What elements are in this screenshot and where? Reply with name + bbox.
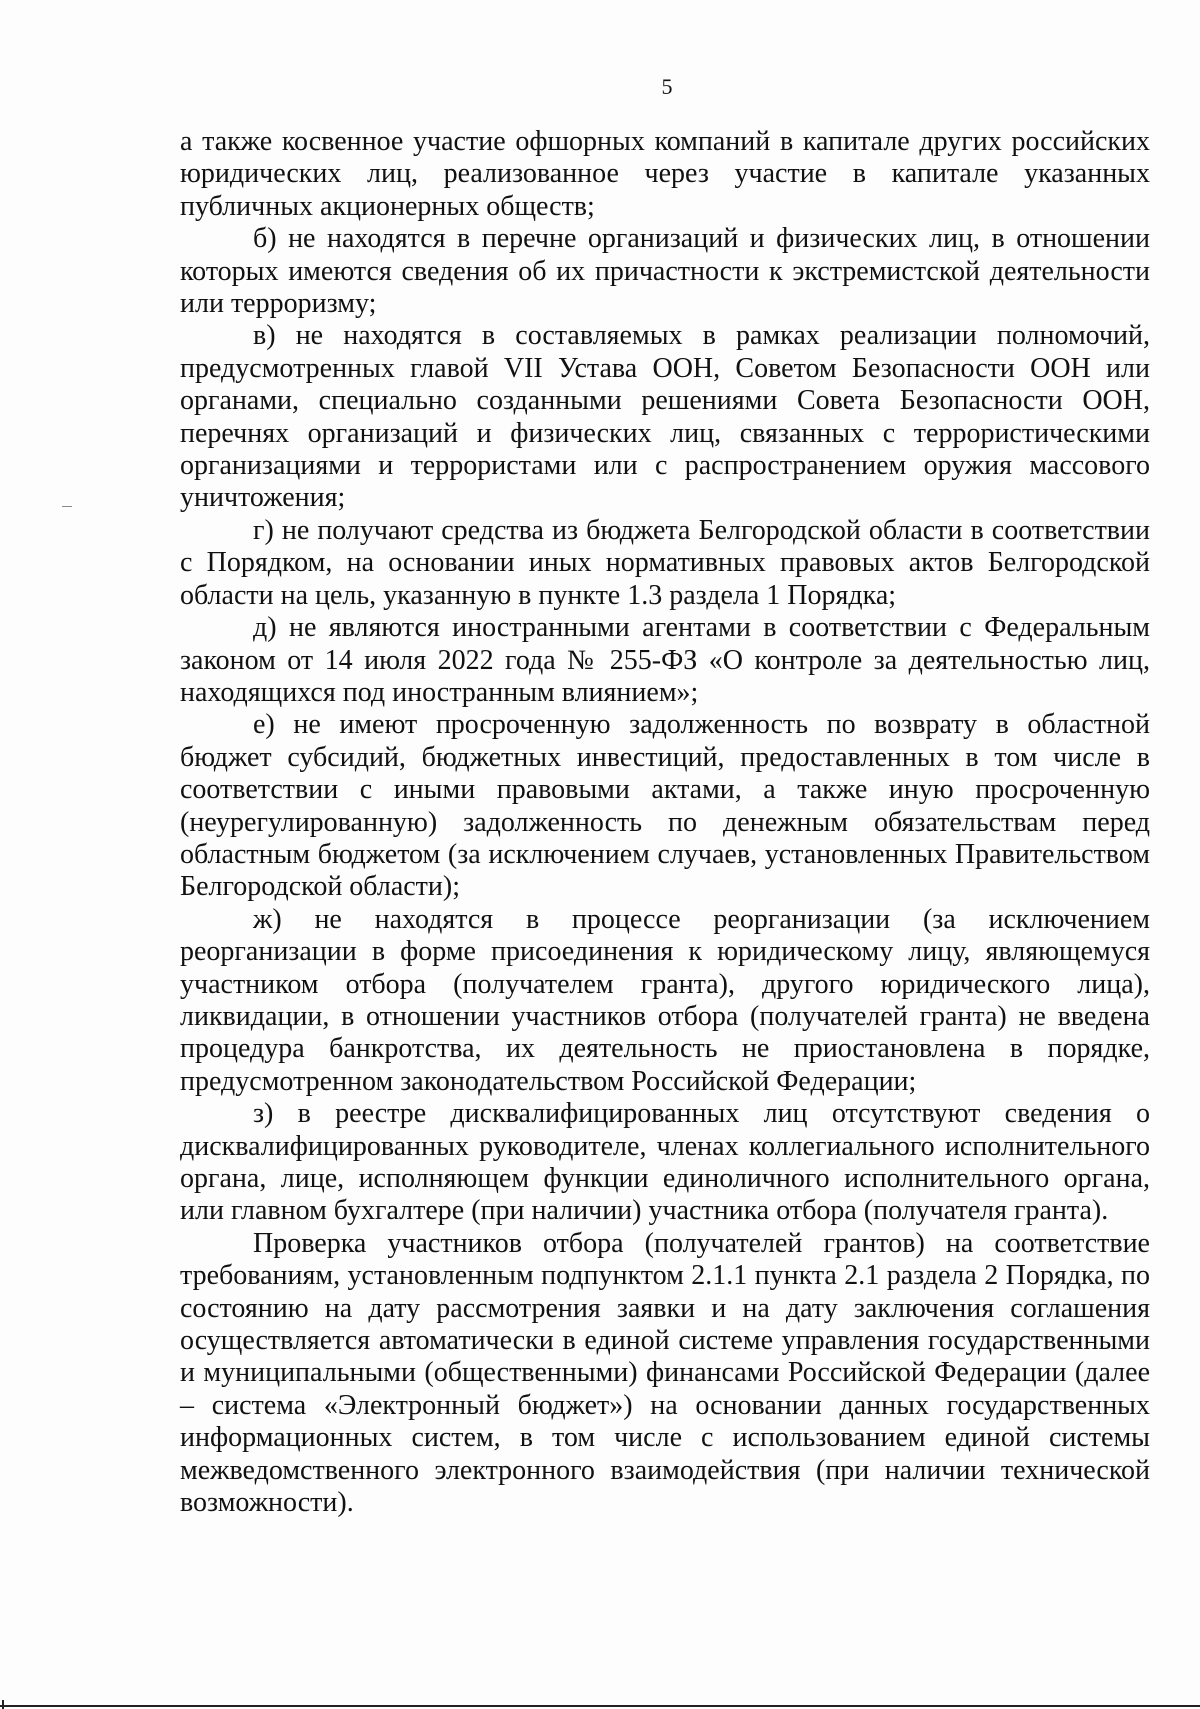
paragraph-item-v: в) не находятся в составляемых в рамках реализации полномочий, предусмотренных главой VII Устава ООН, Советом Безопасности ООН или органами, специально созданными решениями Совета Безопасности ООН, перечнях организаций и физических лиц, связанных с террористическими организациями и террористами или с распространением оружия массового уничтожения; — [180, 320, 1150, 514]
paragraph-item-g: г) не получают средства из бюджета Белгородской области в соответствии с Порядком, на основании иных нормативных правовых актов Белгородской области на цель, указанную в пункте 1.3 раздела 1 Порядка; — [180, 514, 1150, 611]
margin-mark — [62, 506, 72, 507]
scan-corner-mark — [2, 1700, 4, 1709]
page-number: 5 — [661, 74, 673, 99]
paragraph-item-e: е) не имеют просроченную задолженность по возврату в областной бюджет субсидий, бюджетных инвестиций, предоставленных в том числе в соответствии с иными правовыми актами, а также иную просроченную (неурегулированную) задолженность по денежным обязательствам перед областным бюджетом (за исключением случаев, установленных Правительством Белгородской области); — [180, 709, 1150, 903]
paragraph-verification: Проверка участников отбора (получателей грантов) на соответствие требованиям, установленным подпунктом 2.1.1 пункта 2.1 раздела 2 Порядка, по состоянию на дату рассмотрения заявки и на дату заключения соглашения осуществляется автоматически в единой системе управления государственными и муниципальными (общественными) финансами Российской Федерации (далее – система «Электронный бюджет») на основании данных государственных информационных систем, в том числе с использованием единой системы межведомственного электронного взаимодействия (при наличии технической возможности). — [180, 1227, 1150, 1519]
paragraph-item-zh: ж) не находятся в процессе реорганизации (за исключением реорганизации в форме присоединения к юридическому лицу, являющемуся участником отбора (получателем гранта), другого юридического лица), ликвидации, в отношении участников отбора (получателей гранта) не введена процедура банкротства, их деятельность не приостановлена в порядке, предусмотренном законодательством Российской Федерации; — [180, 903, 1150, 1097]
document-body — [180, 126, 1150, 1519]
paragraph-item-b: б) не находятся в перечне организаций и физических лиц, в отношении которых имеются сведения об их причастности к экстремистской деятельности или терроризму; — [180, 223, 1150, 320]
paragraph-item-z: з) в реестре дисквалифицированных лиц отсутствуют сведения о дисквалифицированных руководителе, членах коллегиального исполнительного органа, лице, исполняющем функции единоличного исполнительного органа, или главном бухгалтере (при наличии) участника отбора (получателя гранта). — [180, 1098, 1150, 1227]
paragraph-continuation: а также косвенное участие офшорных компаний в капитале других российских юридических лиц, реализованное через участие в капитале указанных публичных акционерных обществ; — [180, 126, 1150, 222]
paragraph-item-d: д) не являются иностранными агентами в соответствии с Федеральным законом от 14 июля 2022 года № 255-ФЗ «О контроле за деятельностью лиц, находящихся под иностранным влиянием»; — [180, 612, 1150, 708]
scan-bottom-edge — [0, 1705, 1200, 1707]
